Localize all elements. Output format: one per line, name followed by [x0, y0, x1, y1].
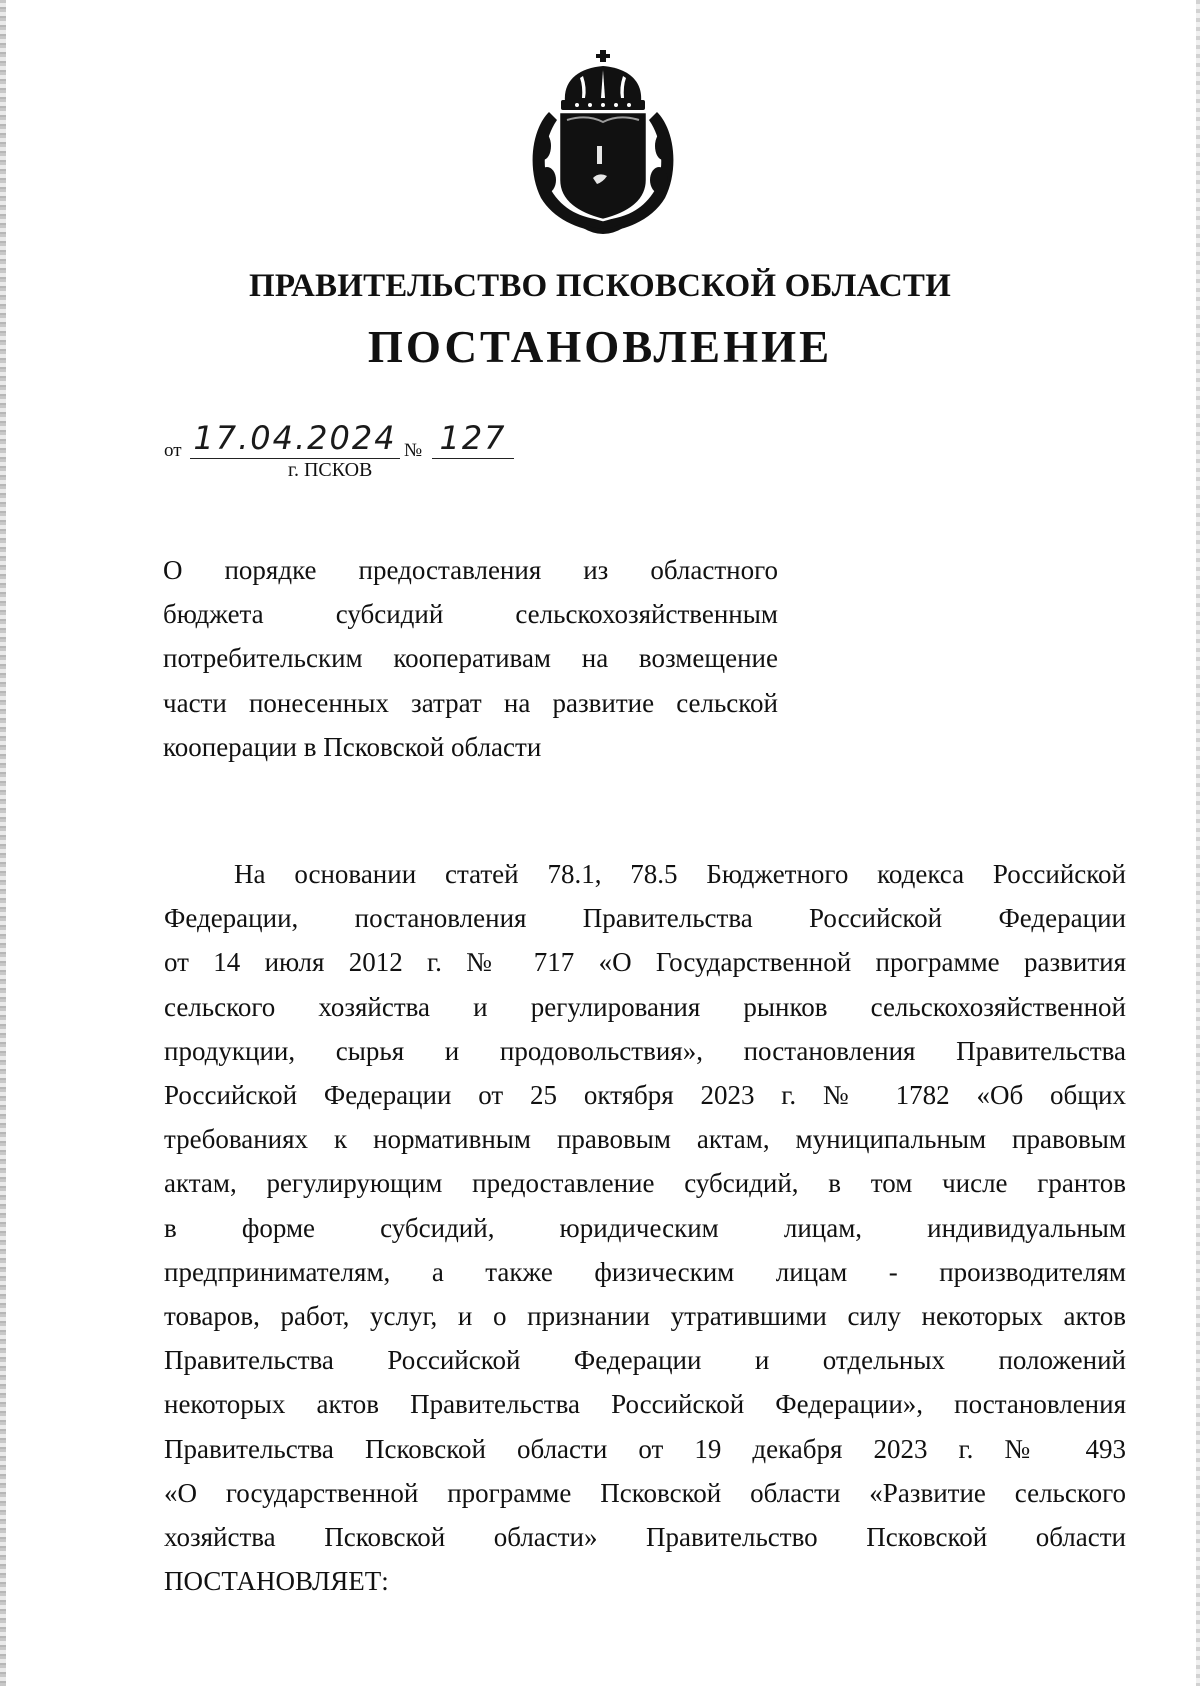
number-prefix: №: [404, 440, 423, 461]
scan-edge-left: [0, 0, 6, 1686]
subject-line: О порядке предоставления из областного: [163, 555, 778, 585]
scan-edge-right: [1196, 0, 1200, 1686]
document-subject: [163, 548, 778, 769]
body-line: ПОСТАНОВЛЯЕТ:: [164, 1566, 389, 1597]
city-label: г. ПСКОВ: [288, 459, 373, 481]
subject-line: потребительским кооперативам на возмещение: [163, 643, 778, 674]
subject-line: части понесенных затрат на развитие сельской: [163, 687, 778, 718]
body-line: «О государственной программе Псковской области «Развитие сельского: [164, 1477, 1126, 1508]
body-line: товаров, работ, услуг, и о признании утратившими силу некоторых актов: [164, 1301, 1126, 1332]
body-line: от 14 июля 2012 г. № 717 «О Государственной программе развития: [164, 947, 1126, 978]
date-prefix: от: [164, 440, 182, 461]
pskov-oblast-coat-of-arms-icon: [527, 50, 679, 236]
body-line: некоторых актов Правительства Российской Федерации», постановления: [164, 1389, 1126, 1420]
document-type-title: ПОСТАНОВЛЕНИЕ: [367, 322, 833, 372]
handwritten-number: 127: [432, 418, 514, 459]
subject-line: бюджета субсидий сельскохозяйственным: [163, 599, 778, 630]
body-line: Российской Федерации от 25 октября 2023 г. № 1782 «Об общих: [164, 1080, 1126, 1111]
body-line: в форме субсидий, юридическим лицам, индивидуальным: [164, 1212, 1126, 1243]
body-line: сельского хозяйства и регулирования рынков сельскохозяйственной: [164, 991, 1126, 1022]
body-line: актам, регулирующим предоставление субсидий, в том числе грантов: [164, 1168, 1126, 1199]
body-line: продукции, сырья и продовольствия», постановления Правительства: [164, 1035, 1126, 1066]
subject-line: кооперации в Псковской области: [163, 731, 542, 762]
body-line: предпринимателям, а также физическим лицам - производителям: [164, 1256, 1126, 1287]
body-line: хозяйства Псковской области» Правительство Псковской области: [164, 1522, 1126, 1553]
body-line: Правительства Российской Федерации и отдельных положений: [164, 1345, 1126, 1376]
document-body: [164, 852, 1126, 1603]
body-line: Федерации, постановления Правительства Российской Федерации: [164, 903, 1126, 934]
body-line: требованиях к нормативным правовым актам, муниципальным правовым: [164, 1124, 1126, 1155]
body-line: На основании статей 78.1, 78.5 Бюджетного кодекса Российской: [234, 859, 1126, 889]
handwritten-date: 17.04.2024: [190, 418, 400, 459]
organization-title: ПРАВИТЕЛЬСТВО ПСКОВСКОЙ ОБЛАСТИ: [248, 268, 952, 304]
body-line: Правительства Псковской области от 19 декабря 2023 г. № 493: [164, 1433, 1126, 1464]
